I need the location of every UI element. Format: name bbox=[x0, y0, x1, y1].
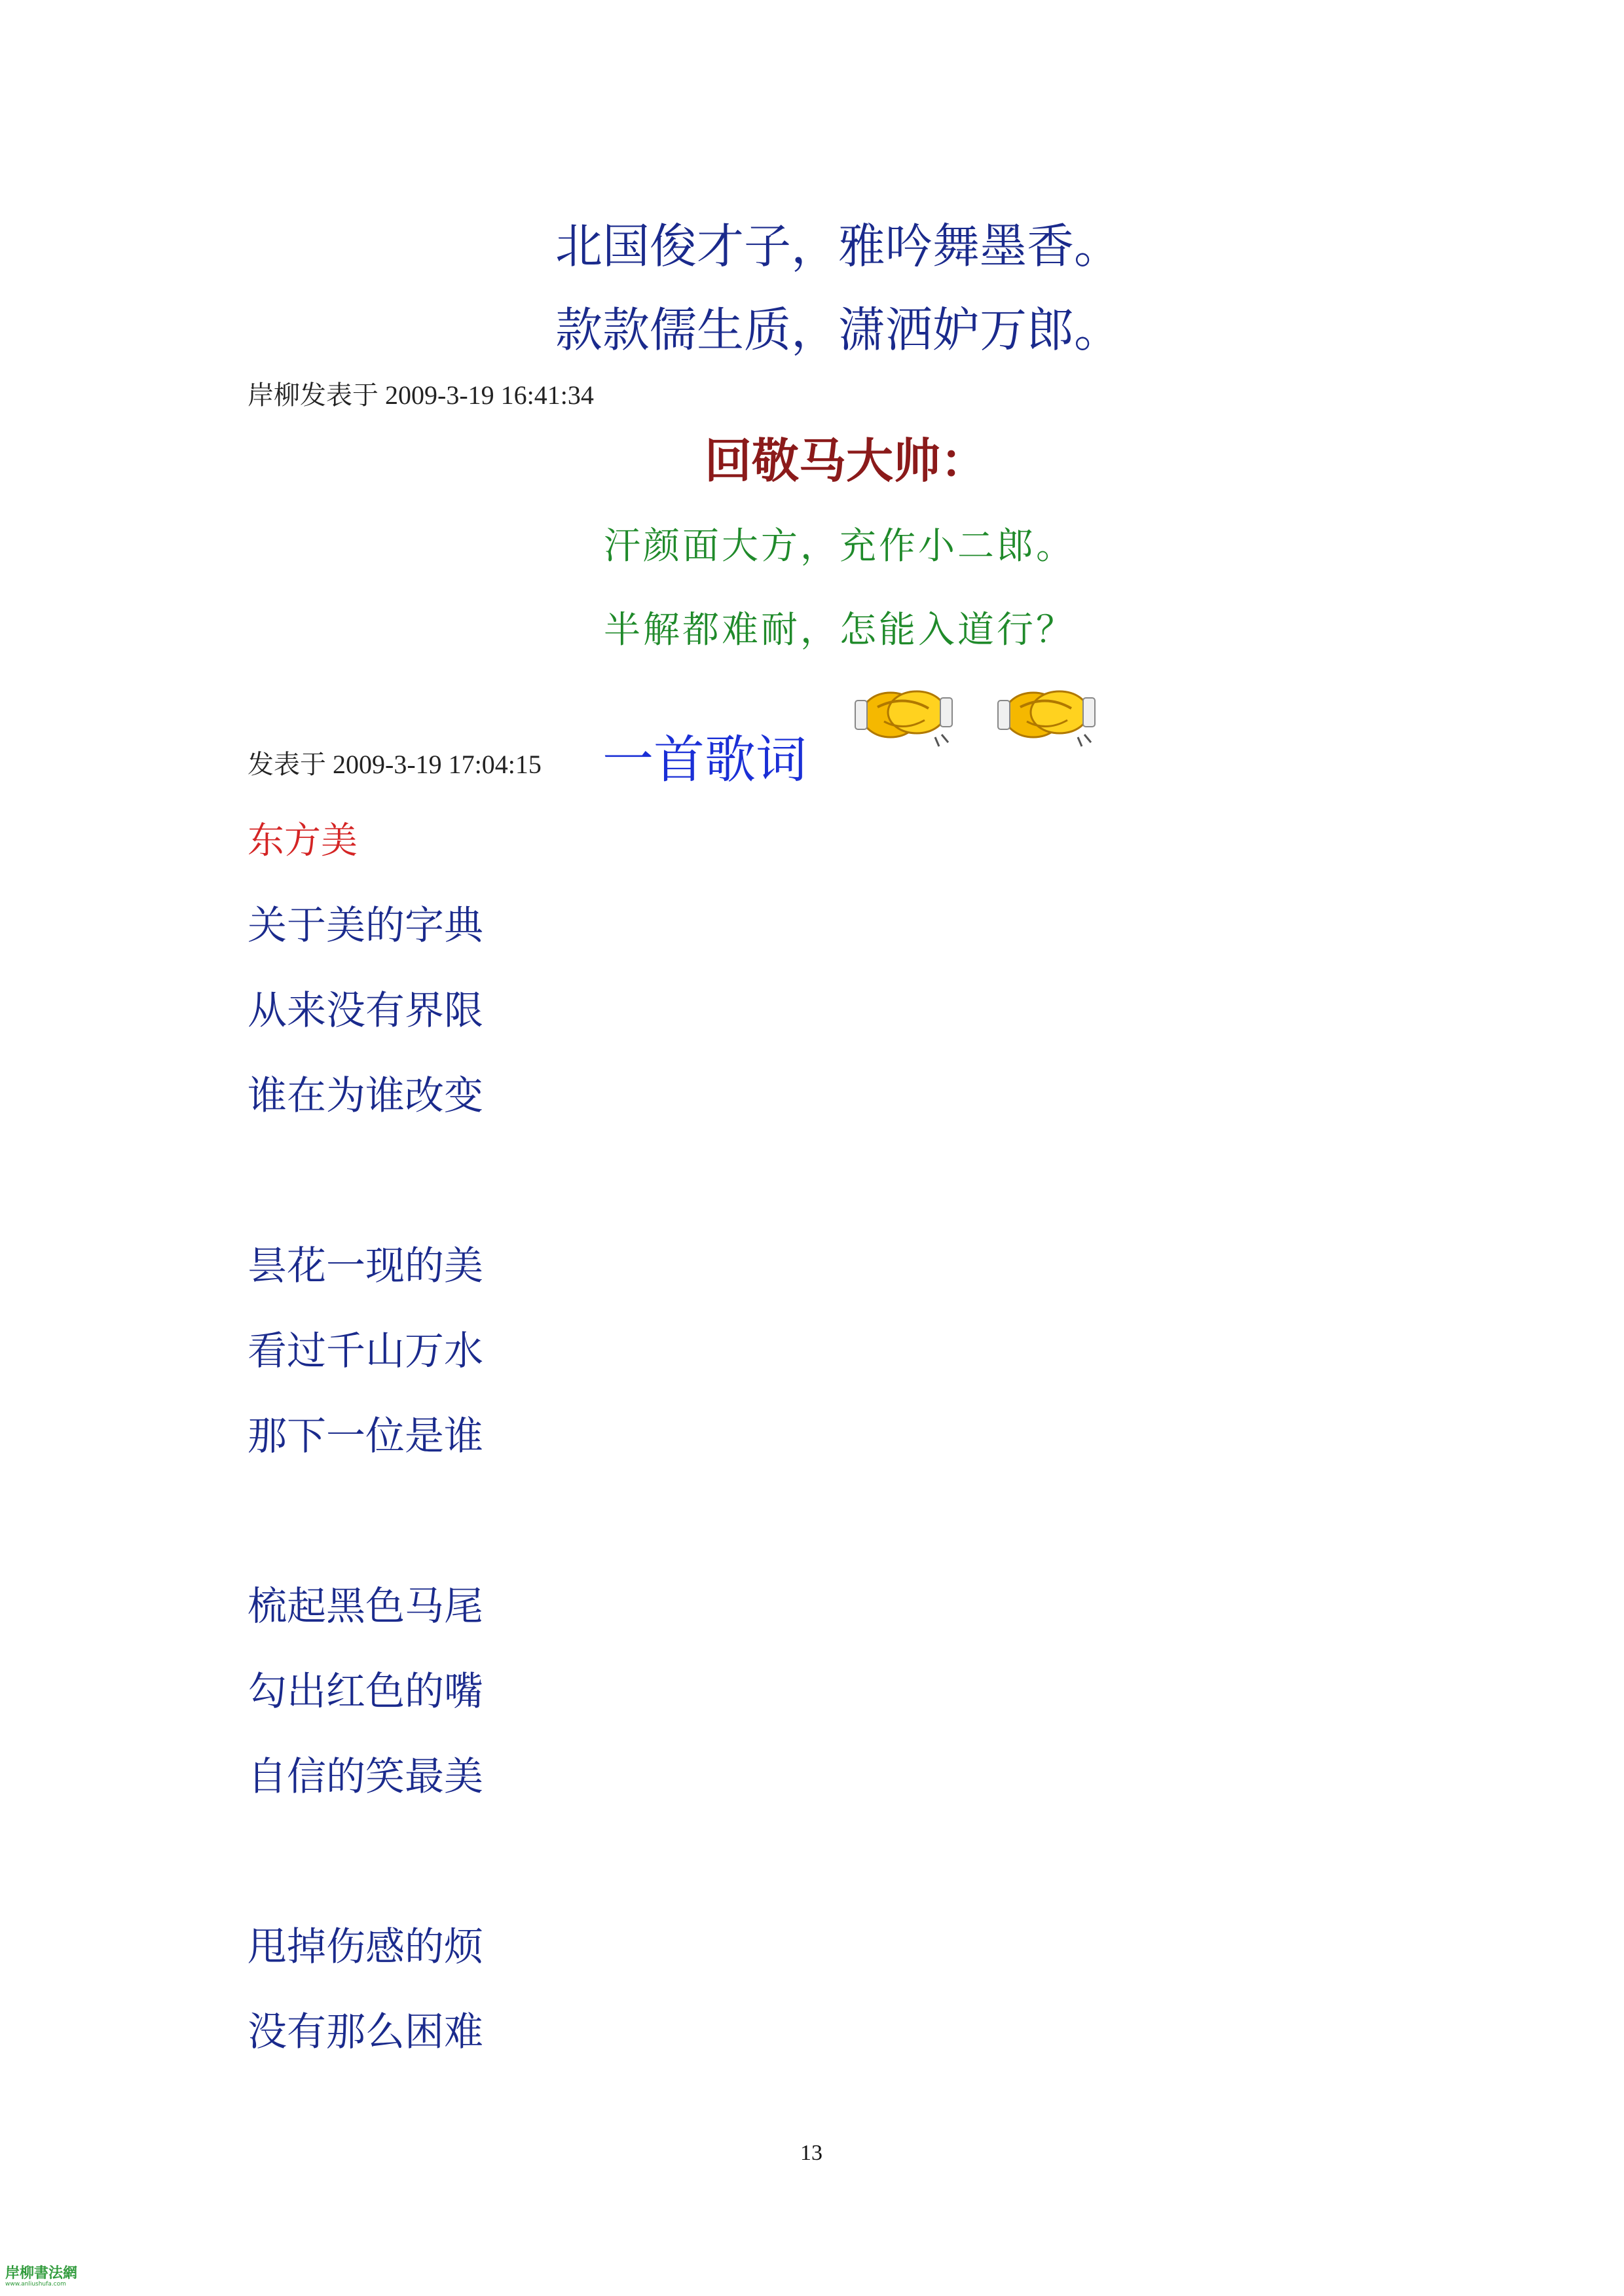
site-logo bbox=[5, 2267, 77, 2287]
site-logo-url: www.anliushufa.com bbox=[5, 2281, 66, 2287]
lyric-line: 关于美的字典 bbox=[248, 903, 483, 949]
post-meta-1: 岸柳发表于 2009-3-19 16:41:34 bbox=[248, 380, 594, 410]
lyric-line: 从来没有界限 bbox=[248, 988, 483, 1034]
lyric-line: 那下一位是谁 bbox=[248, 1413, 483, 1459]
site-logo-text: 岸柳書法網 bbox=[5, 2265, 78, 2282]
lyric-line: 没有那么困难 bbox=[248, 2009, 483, 2055]
lyric-line: 看过千山万水 bbox=[248, 1328, 483, 1374]
reply-line-2: 半解都难耐，怎能入道行？ bbox=[604, 609, 1075, 651]
song-title: 东方美 bbox=[248, 820, 358, 862]
lyric-line: 甩掉伤感的烦 bbox=[248, 1924, 483, 1970]
song-post-title: 一首歌词 bbox=[602, 731, 807, 790]
handshake-icon bbox=[851, 674, 956, 753]
lyric-line: 自信的笑最美 bbox=[248, 1754, 483, 1800]
poem-line-1: 北国俊才子，雅吟舞墨香。 bbox=[555, 219, 1122, 274]
reply-line-1: 汗颜面大方，充作小二郎。 bbox=[604, 525, 1075, 568]
post-meta-2: 发表于 2009-3-19 17:04:15 bbox=[248, 750, 542, 779]
lyric-line: 梳起黑色马尾 bbox=[248, 1584, 483, 1630]
lyric-line: 谁在为谁改变 bbox=[248, 1073, 483, 1119]
lyric-line: 昙花一现的美 bbox=[248, 1243, 483, 1289]
handshake-icon bbox=[994, 674, 1099, 753]
poem-line-2: 款款儒生质，潇洒妒万郎。 bbox=[555, 302, 1122, 357]
reply-title: 回敬马大帅： bbox=[705, 433, 988, 488]
lyric-line: 勾出红色的嘴 bbox=[248, 1669, 483, 1715]
page-number: 13 bbox=[800, 2141, 822, 2165]
